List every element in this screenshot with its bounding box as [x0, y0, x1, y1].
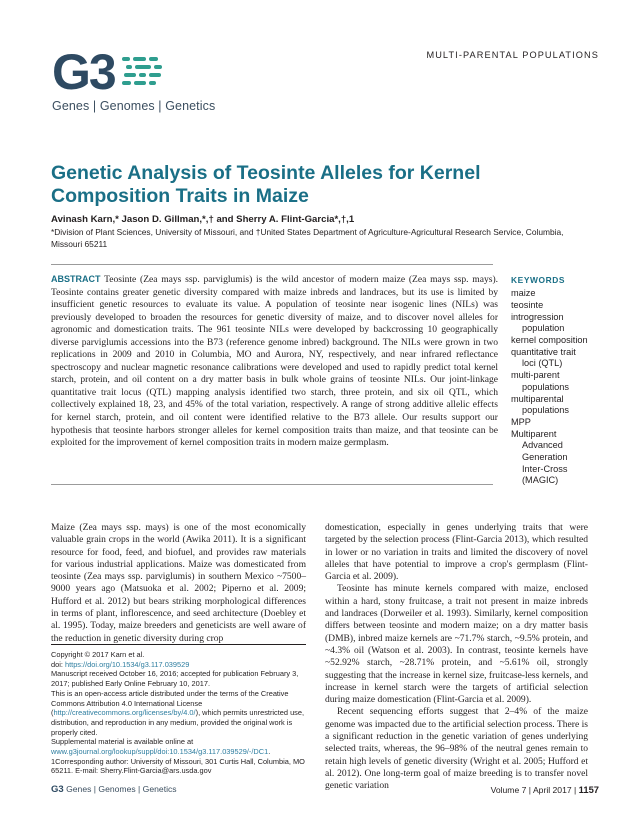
journal-subtitle: Genes | Genomes | Genetics [52, 99, 216, 113]
corresponding-author: 1Corresponding author: University of Missouri, 301 Curtis Hall, Columbia, MO 65211. E-mail: Sherry.Flint-Garcia@ars.usda.gov [51, 756, 305, 776]
keyword-item: introgression population [511, 311, 565, 334]
copyright-line: Copyright © 2017 Karn et al. [51, 650, 145, 659]
page-number: 1157 [578, 784, 599, 795]
keyword-item: multi-parent populations [511, 370, 569, 392]
keyword-item: multiparental populations [511, 393, 569, 416]
keyword-item: maize [511, 288, 536, 299]
body-column-right [325, 522, 588, 793]
doi-link[interactable]: https://doi.org/10.1534/g3.117.039529 [64, 659, 190, 669]
body-paragraph: Recent sequencing efforts suggest that 2–4% of the maize genome was impacted due to the artificial selection process. There is a significant reduction in the genetic variation of genes underlying selected traits, whereas, the 96–98% of the neutral genes remain to retain high levels of genetic diversity (Wright et al. 2005; Hufford et al. 2012). One long-term goal of maize breeding is to transfer novel genetic variation [325, 706, 588, 792]
abstract-label: ABSTRACT [51, 274, 101, 284]
keyword-item: Multiparent Advanced Generation Inter-Cross (MAGIC) [511, 428, 568, 486]
abstract-top-rule [51, 264, 493, 265]
license-link[interactable]: http://creativecommons.org/licenses/by/4.0/ [53, 708, 196, 718]
body-paragraph: domestication, especially in genes underlying traits that were targeted by the selection process (Flint-Garcia 2013), which resulted in lower or no variation in traits and limited the discovery of novel alleles that have potential to improve a crop's germplasm (Flint-Garcia et al. 2009). [325, 522, 588, 583]
keywords-heading: KEYWORDS [511, 275, 566, 285]
keywords-box [511, 275, 591, 487]
abstract-text: Teosinte (Zea mays ssp. parviglumis) is the wild ancestor of modern maize (Zea mays ssp. mays). Teosinte contains greater genetic diversity compared with maize inbreds and landraces, but its use is limited by insufficient genetic resources to evaluate its value. A population of teosinte near isogenic lines (NILs) was previously developed to broaden the resources for genetic diversity of maize, and to discover novel alleles for agronomic and domestication traits. The 961 teosinte NILs were developed by backcrossing 10 geographically diverse parviglumis accessions into the B73 (reference genome inbred) background. The NILs were grown in two replications in 2009 and 2010 in Columbia, MO and Aurora, NY, respectively, and near infrared reflectance spectroscopy and nuclear magnetic resonance calibrations were developed and used to rapidly predict total kernel starch, protein, and oil content on a dry matter basis in bulk whole grains of teosinte NILs. Our joint-linkage quantitative trait locus (QTL) mapping analysis identified two starch, three protein, and six oil QTL, which collectively explained 18, 23, and 45% of the total variation, respectively. A range of strong additive allelic effects for kernel starch, protein, and oil content were identified relative to the B73 allele. Our results support our hypothesis that teosinte harbors stronger alleles for kernel composition traits than maize, and that teosinte can be exploited for the improvement of kernel composition traits in modern maize germplasm. [51, 274, 499, 449]
footer-volume: Volume 7 | April 2017 | [490, 785, 577, 795]
footer-journal [51, 784, 177, 795]
journal-logo: G3 [52, 44, 115, 100]
keyword-item: MPP [511, 416, 531, 427]
footer-logo: G3 [51, 784, 64, 795]
manuscript-dates: Manuscript received October 16, 2016; accepted for publication February 3, 2017; published Early Online February 10, 2017. [51, 669, 299, 689]
author-list: Avinash Karn,* Jason D. Gillman,*,† and Sherry A. Flint-Garcia*,†,1 [51, 214, 355, 225]
keyword-item: teosinte [511, 299, 544, 310]
body-column-left: Maize (Zea mays ssp. mays) is one of the most economically valuable grain crops in the world (Awika 2011). It is a significant resource for food, feed, and biofuel, and provides raw materials for various industrial applications. Maize was domesticated from teosinte (Zea mays ssp. parviglumis) in southern Mexico ~7500–9000 years ago (Matsuoka et al. 2002; Piperno et al. 2009; Hufford et al. 2012) but bears striking morphological differences in terms of plant, inflorescence, and seed architecture (Doebley et al. 1995). Today, maize breeders and geneticists are well aware of the reduction in genetic diversity during crop [51, 522, 306, 644]
footer-journal-name: Genes | Genomes | Genetics [66, 784, 177, 794]
supplemental-link[interactable]: www.g3journal.org/lookup/suppl/doi:10.1534/g3.117.039529/-/DC1 [51, 747, 269, 757]
keyword-item: kernel composition [511, 335, 588, 346]
body-paragraph: Teosinte has minute kernels compared with maize, enclosed within a hard, stony fruitcase, a trait not present in maize inbreds and landraces (Dorweiler et al. 1993). Similarly, kernel composition differs between teosinte and modern maize; on a dry matter basis (DMB), inbred maize kernels are ~71.7% starch, ~9.5% protein, and ~4.3% oil (Watson et al. 2003). In contrast, teosinte kernels have ~52.92% starch, ~28.71% protein, and ~5.61% oil, strongly suggesting that the increase in kernel size, fruitcase-less kernels, and increase in kernel starch were the targets of artificial selection during maize domestication (Flint-Garcia et al. 2009). [325, 583, 588, 706]
abstract [51, 273, 498, 450]
footer-issue-info [491, 784, 599, 795]
footnotes [51, 650, 308, 776]
doi-line: doi: https://doi.org/10.1534/g3.117.039529 [51, 659, 190, 669]
supplemental-note: Supplemental material is available online at www.g3journal.org/lookup/suppl/doi:10.1534/g3.117.039529/-/DC1. [51, 737, 271, 757]
footnote-rule [51, 644, 306, 645]
keyword-item: quantitative trait loci (QTL) [511, 346, 576, 369]
article-title: Genetic Analysis of Teosinte Alleles for Kernel Composition Traits in Maize [51, 162, 481, 207]
affiliation: *Division of Plant Sciences, University of Missouri, and †United States Department of Agriculture-Agricultural Research Service, Columbia, Missouri 65211 [51, 227, 564, 249]
logo-bars-graphic [122, 57, 164, 93]
section-label: MULTI-PARENTAL POPULATIONS [426, 50, 599, 60]
license-note: This is an open-access article distributed under the terms of the Creative Commons Attribution 4.0 International License (http://creativecommons.org/licenses/by/4.0/), which permits unrestricted use, distribution, and reproduction in any medium, provided the original work is properly cited. [51, 688, 305, 737]
abstract-bottom-rule [51, 484, 493, 485]
